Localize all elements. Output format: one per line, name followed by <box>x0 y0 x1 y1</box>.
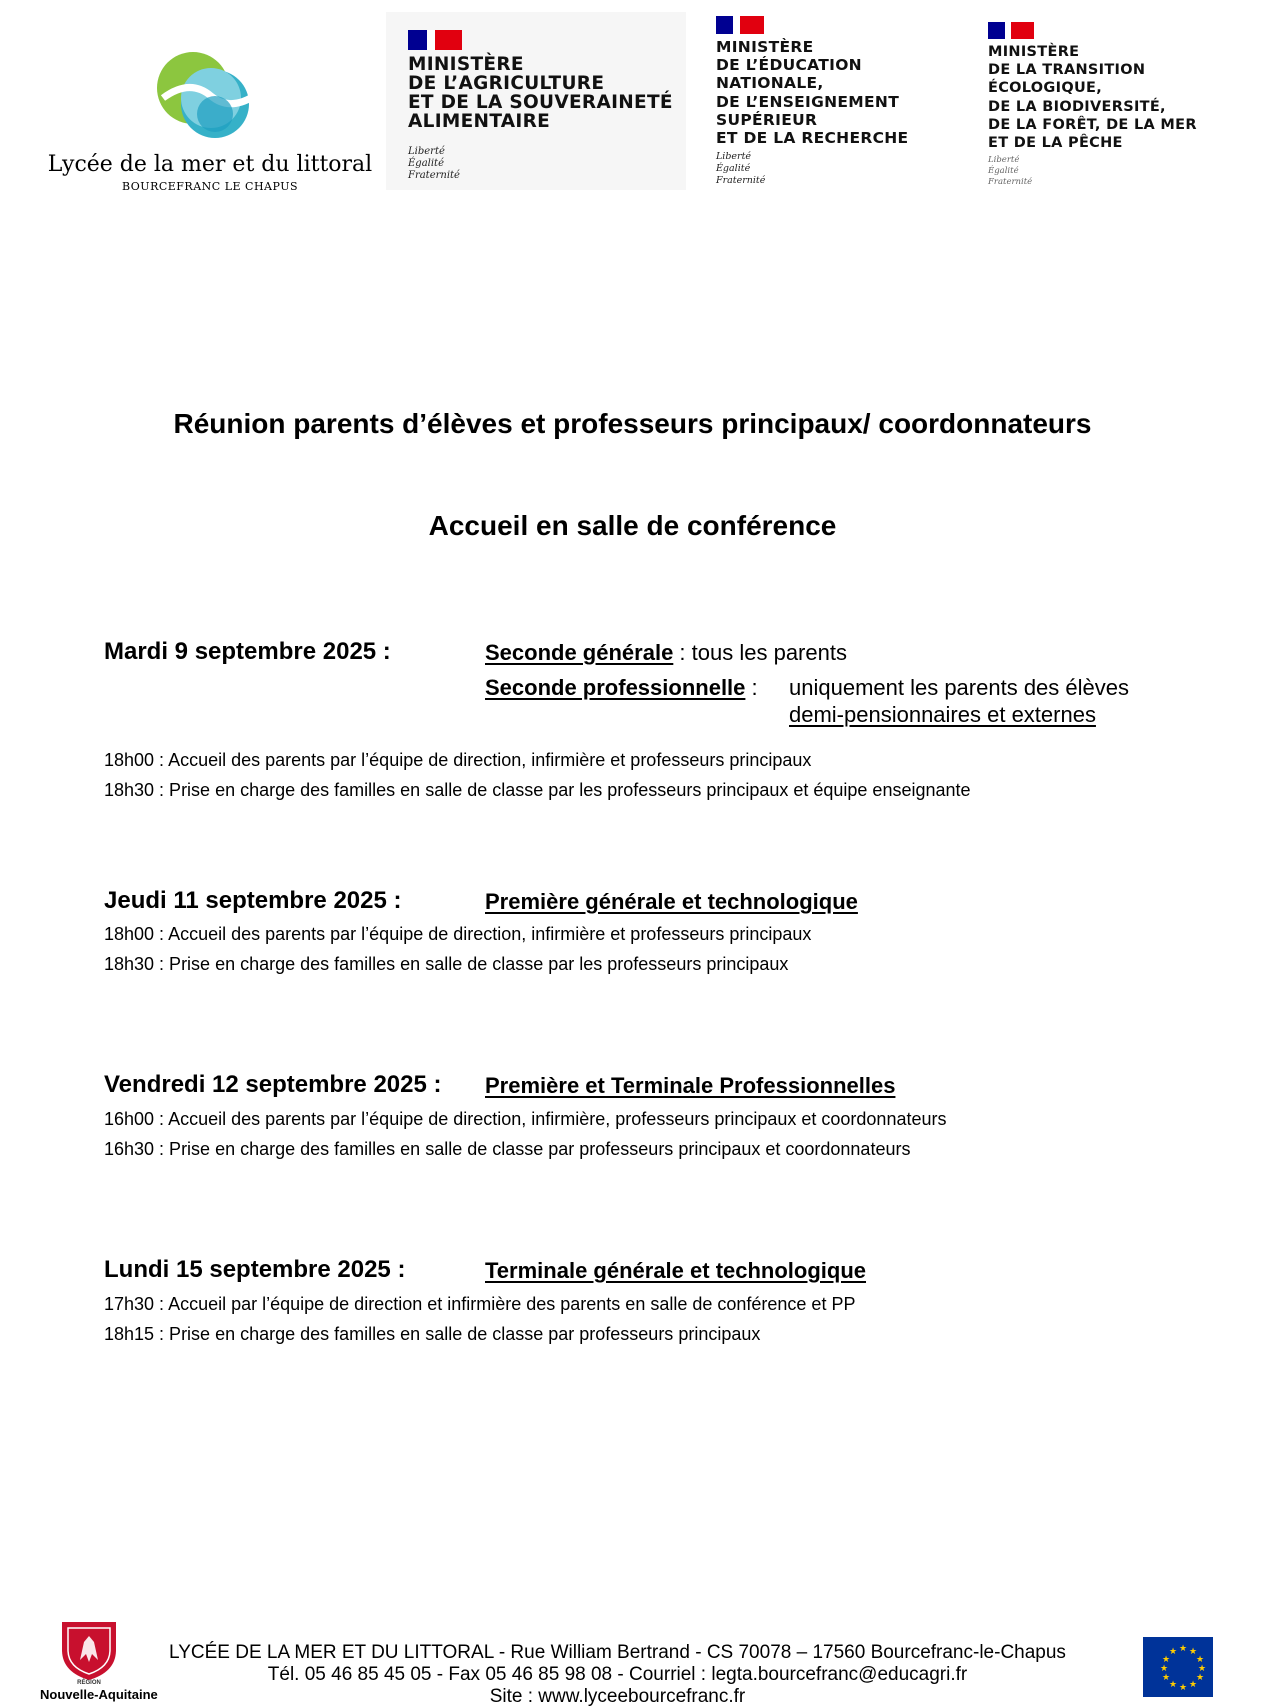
schedule-line: 18h15 : Prise en charge des familles en salle de classe par professeurs principaux <box>104 1324 761 1344</box>
class-name: Terminale générale et technologique <box>485 1258 867 1283</box>
eu-flag-icon <box>1143 1637 1213 1697</box>
meeting-date: Jeudi 11 septembre 2025 : <box>104 887 402 914</box>
footer-address: LYCÉE DE LA MER ET DU LITTORAL - Rue William Bertrand - CS 70078 – 17560 Bourcefranc-le-Chapus <box>169 1642 1066 1663</box>
class-detail: uniquement les parents des élèves <box>789 675 1129 700</box>
schedule-line: 18h30 : Prise en charge des familles en salle de classe par les professeurs principaux et équipe enseignante <box>104 780 971 800</box>
ministry-name: MINISTÈRE DE LA TRANSITION ÉCOLOGIQUE, DE LA BIODIVERSITÉ, DE LA FORÊT, DE LA MER ET DE LA PÊCHE <box>988 44 1197 152</box>
class-note: : <box>745 675 758 700</box>
schedule-line: 18h00 : Accueil des parents par l’équipe de direction, infirmière et professeurs principaux <box>104 750 812 770</box>
meeting-date: Vendredi 12 septembre 2025 : <box>104 1071 442 1098</box>
ministry-motto: Liberté Égalité Fraternité <box>988 155 1033 187</box>
svg-text:★: ★ <box>1195 1655 1205 1665</box>
footer-website: Site : www.lyceebourcefranc.fr <box>489 1686 746 1707</box>
meeting-class <box>485 640 847 666</box>
svg-text:★: ★ <box>1197 1664 1207 1674</box>
svg-text:★: ★ <box>1178 1683 1188 1693</box>
class-detail: demi-pensionnaires et externes <box>789 702 1096 727</box>
school-town: BOURCEFRANC LE CHAPUS <box>122 180 298 193</box>
class-name: Seconde professionnelle <box>485 675 746 700</box>
svg-text:★: ★ <box>1161 1655 1171 1665</box>
school-emblem-icon <box>145 48 275 148</box>
svg-text:★: ★ <box>1168 1647 1178 1657</box>
svg-text:★: ★ <box>1168 1680 1178 1690</box>
svg-text:★: ★ <box>1161 1673 1171 1683</box>
class-name: Première générale et technologique <box>485 889 858 914</box>
ministry-education-logo <box>700 8 950 190</box>
class-note: : tous les parents <box>673 640 847 665</box>
ministry-ecology-logo <box>975 12 1200 190</box>
schedule-line: 18h30 : Prise en charge des familles en salle de classe par les professeurs principaux <box>104 954 789 974</box>
svg-text:★: ★ <box>1159 1664 1169 1674</box>
svg-text:★: ★ <box>1188 1647 1198 1657</box>
meeting-class <box>485 675 758 701</box>
schedule-line: 17h30 : Accueil par l’équipe de direction et infirmière des parents en salle de conférence et PP <box>104 1294 856 1314</box>
class-name: Seconde générale <box>485 640 674 665</box>
ministry-motto: Liberté Égalité Fraternité <box>408 146 460 181</box>
ministry-agriculture-logo <box>386 12 686 190</box>
meeting-class <box>485 1073 895 1099</box>
meeting-date: Lundi 15 septembre 2025 : <box>104 1256 406 1283</box>
svg-text:★: ★ <box>1178 1644 1188 1654</box>
meeting-class <box>485 889 858 915</box>
marianne-flag-icon <box>716 16 764 34</box>
schedule-line: 16h00 : Accueil des parents par l’équipe de direction, infirmière, professeurs principaux et coordonnateurs <box>104 1109 947 1129</box>
meeting-date: Mardi 9 septembre 2025 : <box>104 638 391 665</box>
footer-contact: Tél. 05 46 85 45 05 - Fax 05 46 85 98 08 - Courriel : legta.bourcefranc@educagri.fr <box>267 1664 968 1685</box>
school-name: Lycée de la mer et du littoral <box>47 152 373 177</box>
page-subtitle: Accueil en salle de conférence <box>428 510 837 541</box>
svg-text:★: ★ <box>1195 1673 1205 1683</box>
marianne-flag-icon <box>988 22 1034 39</box>
schedule-line: 16h30 : Prise en charge des familles en salle de classe par professeurs principaux et coordonnateurs <box>104 1139 911 1159</box>
marianne-flag-icon <box>408 30 462 50</box>
meeting-class <box>485 1258 866 1284</box>
class-name: Première et Terminale Professionnelles <box>485 1073 896 1098</box>
ministry-name: MINISTÈRE DE L’AGRICULTURE ET DE LA SOUVERAINETÉ ALIMENTAIRE <box>408 54 673 132</box>
ministry-name: MINISTÈRE DE L’ÉDUCATION NATIONALE, DE L’ENSEIGNEMENT SUPÉRIEUR ET DE LA RECHERCHE <box>716 38 909 148</box>
region-name: Nouvelle-Aquitaine <box>40 1687 158 1702</box>
ministry-motto: Liberté Égalité Fraternité <box>716 151 766 186</box>
schedule-line: 18h00 : Accueil des parents par l’équipe de direction, infirmière et professeurs principaux <box>104 924 812 944</box>
school-logo <box>40 40 380 193</box>
page-title: Réunion parents d’élèves et professeurs principaux/ coordonnateurs <box>173 408 1092 439</box>
svg-text:★: ★ <box>1188 1680 1198 1690</box>
region-caption: RÉGION <box>77 1680 101 1686</box>
